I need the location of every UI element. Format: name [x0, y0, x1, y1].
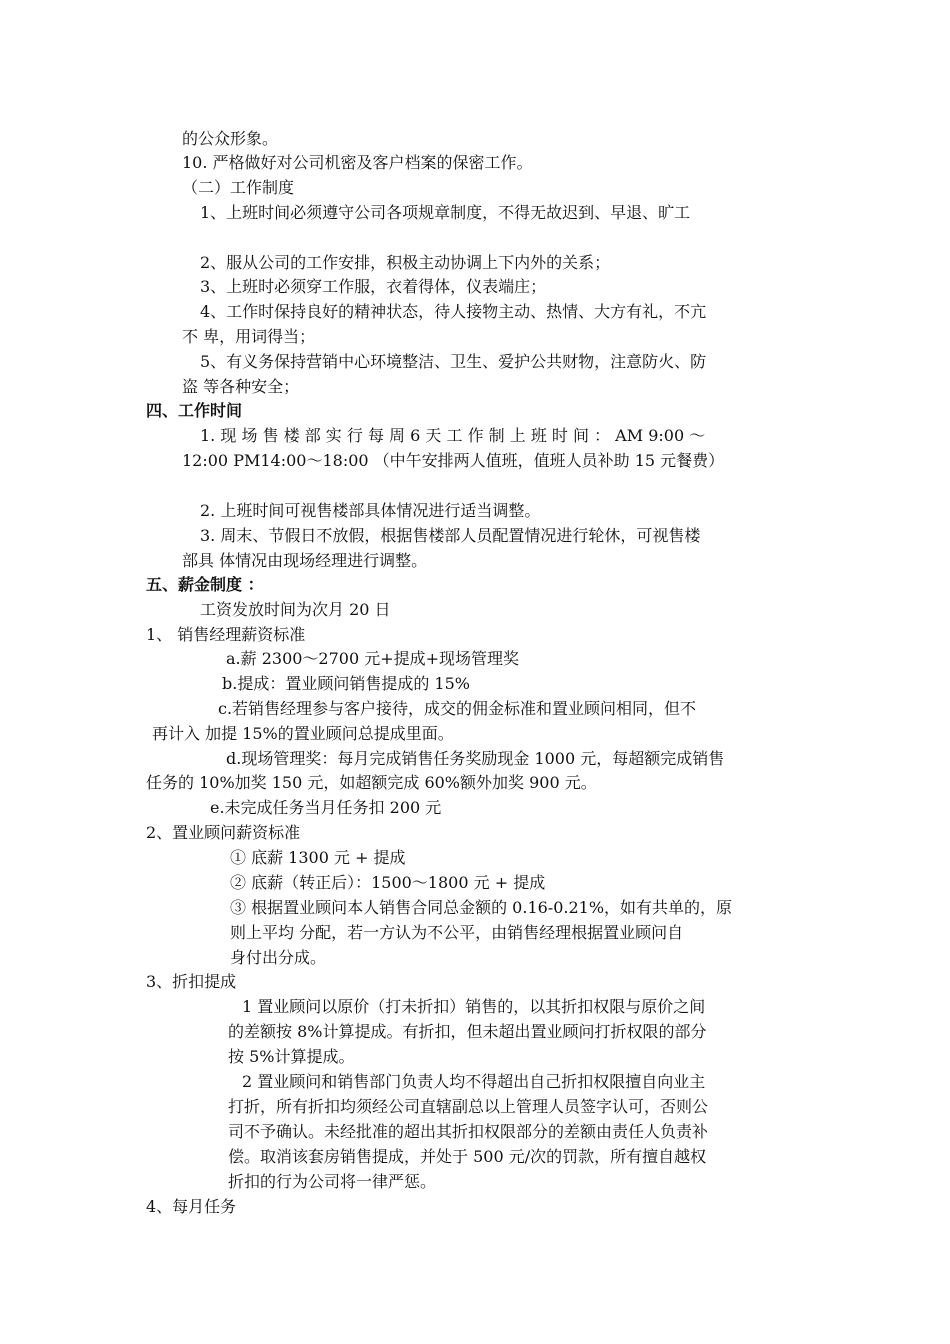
text-line: e.未完成任务当月任务扣 200 元	[210, 798, 442, 817]
text-line: 偿。取消该套房销售提成，并处于 500 元/次的罚款，所有擅自越权	[228, 1147, 707, 1166]
text-line: 再计入 加提 15%的置业顾问总提成里面。	[152, 724, 454, 743]
text-line: 1、上班时间必须遵守公司各项规章制度，不得无故迟到、早退、旷工	[200, 203, 691, 222]
text-line: 不 卑，用词得当；	[182, 327, 316, 346]
text-line: 的公众形象。	[182, 129, 279, 148]
text-line: 工资发放时间为次月 20 日	[200, 600, 391, 619]
text-line: 的差额按 8%计算提成。有折扣，但未超出置业顾问打折权限的部分	[228, 1022, 707, 1041]
text-line: 则上平均 分配，若一方认为不公平，由销售经理根据置业顾问自	[230, 923, 684, 942]
text-line: 2. 上班时间可视售楼部具体情况进行适当调整。	[200, 501, 541, 520]
text-line: 司不予确认。未经批准的超出其折扣权限部分的差额由责任人负责补	[228, 1122, 709, 1141]
text-line: 3. 周末、节假日不放假，根据售楼部人员配置情况进行轮休，可视售楼	[200, 526, 701, 545]
section-heading: 五、薪金制度 ：	[146, 575, 264, 594]
list-heading: 3、折扣提成	[146, 972, 237, 991]
text-line: 5、有义务保持营销中心环境整洁、卫生、爱护公共财物，注意防火、防	[200, 352, 707, 371]
text-line: 身付出分成。	[230, 948, 327, 967]
text-line: a.薪 2300～2700 元+提成+现场管理奖	[226, 649, 520, 668]
text-line: 1. 现 场 售 楼 部 实 行 每 周 6 天 工 作 制 上 班 时 间 ： AM 9:00 ～	[200, 426, 706, 445]
section-heading: 四、工作时间	[146, 401, 243, 420]
list-heading: 2、置业顾问薪资标准	[146, 823, 301, 842]
text-line: 2、服从公司的工作安排，积极主动协调上下内外的关系；	[200, 253, 611, 272]
text-line: ③ 根据置业顾问本人销售合同总金额的 0.16-0.21%，如有共单的，原	[230, 898, 733, 917]
text-line: 折扣的行为公司将一律严惩。	[228, 1172, 437, 1191]
section-subheading: （二）工作制度	[182, 178, 295, 197]
text-line: b.提成：置业顾问销售提成的 15%	[222, 674, 470, 693]
text-line: c.若销售经理参与客户接待，成交的佣金标准和置业顾问相同，但不	[218, 699, 697, 718]
text-line: 10. 严格做好对公司机密及客户档案的保密工作。	[182, 153, 533, 172]
text-line: d.现场管理奖：每月完成销售任务奖励现金 1000 元，每超额完成销售	[226, 749, 725, 768]
text-line: 打折，所有折扣均须经公司直辖副总以上管理人员签字认可，否则公	[228, 1097, 709, 1116]
text-line: 1 置业顾问以原价（打未折扣）销售的，以其折扣权限与原价之间	[242, 997, 706, 1016]
text-line: 12:00 PM14:00～18:00 （中午安排两人值班，值班人员补助 15 元餐费）	[182, 451, 725, 470]
list-heading: 4、每月任务	[146, 1197, 237, 1216]
text-line: ① 底薪 1300 元 + 提成	[230, 848, 406, 867]
text-line: 部具 体情况由现场经理进行调整。	[182, 551, 428, 570]
text-line: 3、上班时必须穿工作服，衣着得体，仪表端庄；	[200, 277, 547, 296]
text-line: 2 置业顾问和销售部门负责人均不得超出自己折扣权限擅自向业主	[242, 1072, 706, 1091]
text-line: 按 5%计算提成。	[228, 1047, 355, 1066]
text-line: 任务的 10%加奖 150 元，如超额完成 60%额外加奖 900 元。	[146, 773, 597, 792]
text-line: 4、工作时保持良好的精神状态，待人接物主动、热情、大方有礼，不亢	[200, 302, 707, 321]
text-line: ② 底薪（转正后）：1500～1800 元 + 提成	[230, 873, 546, 892]
text-line: 盗 等各种安全；	[182, 377, 300, 396]
list-heading: 1、 销售经理薪资标准	[146, 625, 306, 644]
